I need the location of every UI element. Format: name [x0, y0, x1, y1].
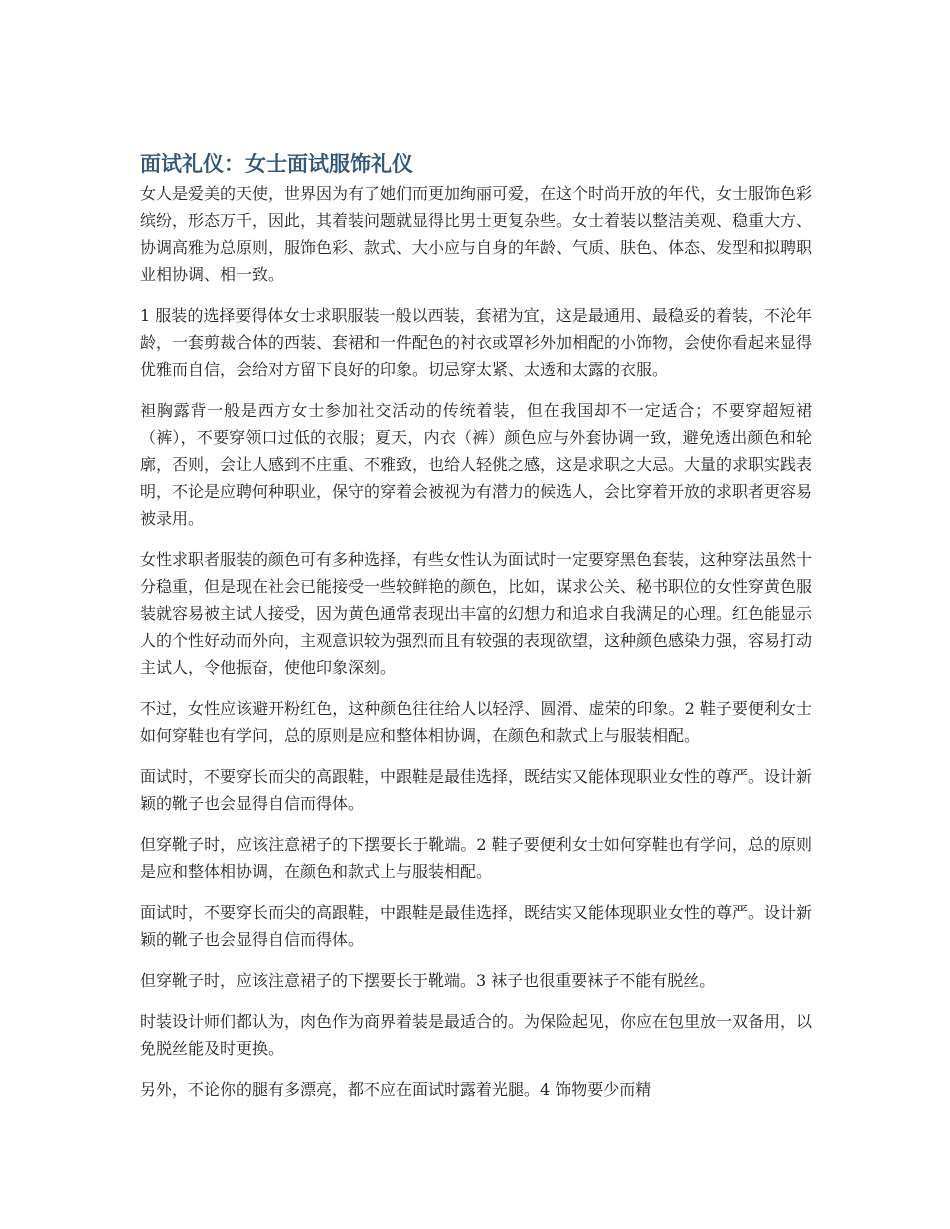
document-page [140, 148, 812, 1117]
paragraph-avoid-pink-shoes: 不过，女性应该避开粉红色，这种颜色往往给人以轻浮、圆滑、虚荣的印象。2 鞋子要便利女士如何穿鞋也有学问，总的原则是应和整体相协调，在颜色和款式上与服装相配。 [140, 699, 812, 745]
paragraph-heels: 面试时，不要穿长而尖的高跟鞋，中跟鞋是最佳选择，既结实又能体现职业女性的尊严。设计新颖的靴子也会显得自信而得体。 [140, 767, 813, 813]
paragraph-clothing-color: 女性求职者服装的颜色可有多种选择，有些女性认为面试时一定要穿黑色套装，这种穿法虽然十分稳重，但是现在社会已能接受一些较鲜艳的颜色，比如，谋求公关、秘书职位的女性穿黄色服装就容易被主试人接受，因为黄色通常表现出丰富的幻想力和追求自我满足的心理。红色能显示人的个性好动而外向，主观意识较为强烈而且有较强的表现欲望，这种颜色感染力强，容易打动主试人，令他振奋，使他印象深刻。 [140, 550, 813, 677]
paragraph-skin-color-socks: 时装设计师们都认为，肉色作为商界着装是最适合的。为保险起见，你应在包里放一双备用，以免脱丝能及时更换。 [140, 1012, 813, 1058]
document-title: 面试礼仪：女士面试服饰礼仪 [140, 152, 413, 176]
paragraph-heels-repeat: 面试时，不要穿长而尖的高跟鞋，中跟鞋是最佳选择，既结实又能体现职业女性的尊严。设计新颖的靴子也会显得自信而得体。 [140, 903, 813, 949]
paragraph-boots-socks: 但穿靴子时，应该注意裙子的下摆要长于靴端。3 袜子也很重要袜子不能有脱丝。 [140, 971, 716, 990]
paragraph-clothing-choice: 1 服装的选择要得体女士求职服装一般以西装，套裙为宜，这是最通用、最稳妥的着装，不沦年龄，一套剪裁合体的西装、套裙和一件配色的衬衣或罩衫外加相配的小饰物，会使你看起来显得优雅而自信，会给对方留下良好的印象。切忌穿太紧、太透和太露的衣服。 [140, 306, 813, 379]
paragraph-intro: 女人是爱美的天使，世界因为有了她们而更加绚丽可爱，在这个时尚开放的年代，女士服饰色彩缤纷，形态万千，因此，其着装问题就显得比男士更复杂些。女士着装以整洁美观、稳重大方、协调高雅为总原则，服饰色彩、款式、大小应与自身的年龄、气质、肤色、体态、发型和拟聘职业相协调、相一致。 [140, 184, 813, 284]
paragraph-avoid-revealing: 袒胸露背一般是西方女士参加社交活动的传统着装，但在我国却不一定适合；不要穿超短裙（裤），不要穿领口过低的衣服；夏天，内衣（裤）颜色应与外套协调一致，避免透出颜色和轮廓，否则，会让人感到不庄重、不雅致，也给人轻佻之感，这是求职之大忌。大量的求职实践表明，不论是应聘何种职业，保守的穿着会被视为有潜力的候选人，会比穿着开放的求职者更容易被录用。 [140, 401, 813, 528]
paragraph-bare-legs-accessories: 另外，不论你的腿有多漂亮，都不应在面试时露着光腿。4 饰物要少而精 [140, 1080, 652, 1099]
paragraph-boots-shoes: 但穿靴子时，应该注意裙子的下摆要长于靴端。2 鞋子要便利女士如何穿鞋也有学问，总的原则是应和整体相协调，在颜色和款式上与服装相配。 [140, 835, 812, 881]
